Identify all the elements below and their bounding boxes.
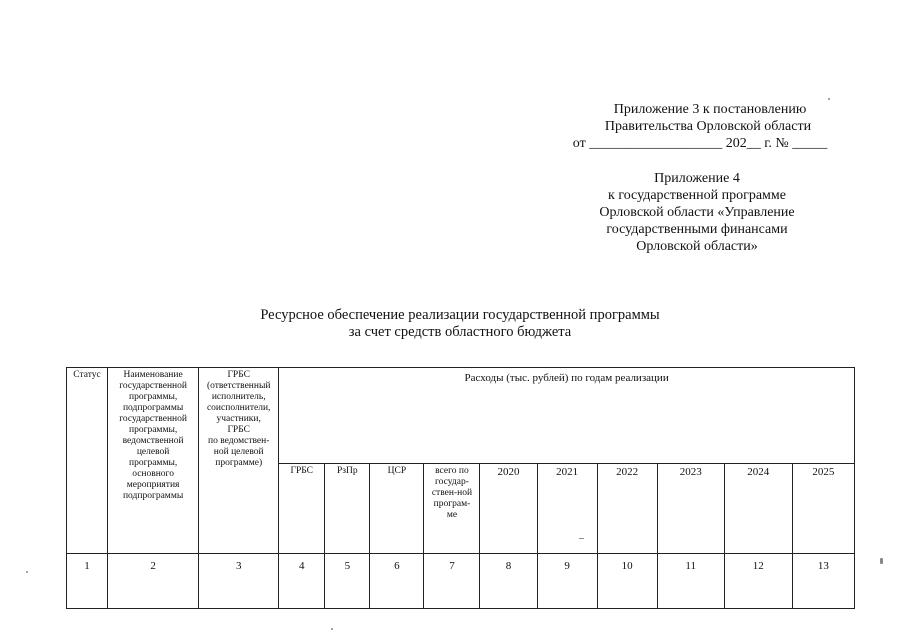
document-title-line2: за счет средств областного бюджета <box>348 324 572 340</box>
subheader-year-2020: 2020 <box>480 464 537 554</box>
scan-speck <box>880 558 883 564</box>
column-number: 8 <box>480 554 537 609</box>
scan-speck <box>579 538 584 539</box>
column-number: 4 <box>279 554 325 609</box>
scan-speck <box>26 571 28 573</box>
column-number: 13 <box>792 554 854 609</box>
appendix3-line1: Приложение 3 к постановлению <box>613 102 807 117</box>
column-number: 10 <box>597 554 657 609</box>
subheader-total: всего по государ- ствен-ной програм- ме <box>424 464 480 554</box>
subheader-rzpr: РзПр <box>325 464 370 554</box>
scan-speck <box>828 98 830 100</box>
subheader-year-2024: 2024 <box>724 464 792 554</box>
appendix4-line5: Орловской области» <box>636 239 758 254</box>
header-expenses: Расходы (тыс. рублей) по годам реализации <box>279 368 855 464</box>
appendix4-line1: Приложение 4 <box>654 171 740 186</box>
subheader-csr: ЦСР <box>370 464 424 554</box>
appendix4-line4: государственными финансами <box>606 222 788 237</box>
column-number: 6 <box>370 554 424 609</box>
appendix3-line2: Правительства Орловской области <box>604 119 812 134</box>
column-number: 9 <box>537 554 597 609</box>
appendix3-line3: от ___________________ 202__ г. № _____ <box>572 136 828 151</box>
column-number: 5 <box>325 554 370 609</box>
subheader-year-2023: 2023 <box>657 464 724 554</box>
subheader-grbs: ГРБС <box>279 464 325 554</box>
appendix4-line2: к государственной программе <box>608 188 786 203</box>
column-number: 11 <box>657 554 724 609</box>
resource-table <box>66 367 855 609</box>
column-number: 7 <box>424 554 480 609</box>
column-number: 1 <box>67 554 108 609</box>
column-number: 3 <box>199 554 279 609</box>
subheader-year-2021: 2021 <box>537 464 597 554</box>
subheader-year-2022: 2022 <box>597 464 657 554</box>
header-program-name: Наименование государственной программы, подпрограммы государственной программы, ведомственной целевой программы, основного мероприятия подпрограммы <box>108 368 199 554</box>
header-grbs-responsible: ГРБС (ответственный исполнитель, соисполнители, участники, ГРБС по ведомствен- ной целевой программе) <box>199 368 279 554</box>
document-title-line1: Ресурсное обеспечение реализации государственной программы <box>260 307 660 323</box>
column-number: 2 <box>108 554 199 609</box>
appendix4-line3: Орловской области «Управление <box>599 205 795 220</box>
subheader-year-2025: 2025 <box>792 464 854 554</box>
header-status: Статус <box>67 368 108 554</box>
column-number: 12 <box>724 554 792 609</box>
scan-speck <box>331 628 333 630</box>
